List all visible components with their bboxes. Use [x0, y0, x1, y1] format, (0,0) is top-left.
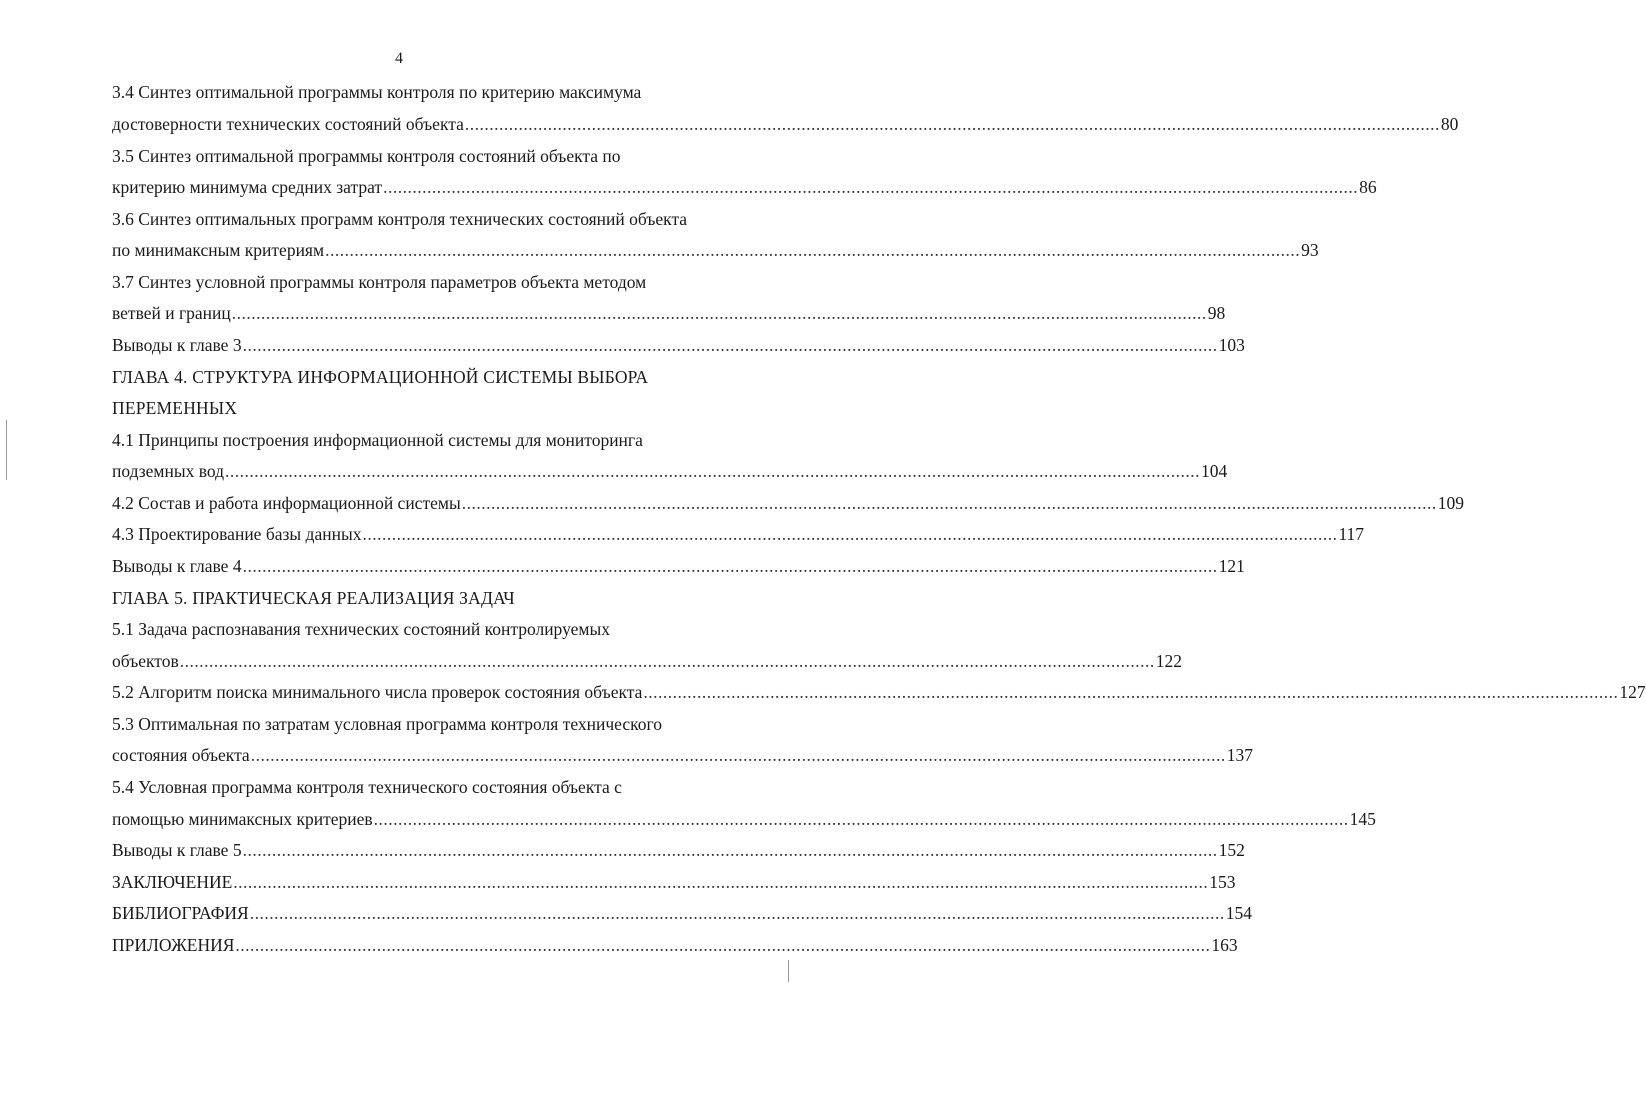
toc-page-number: 137: [1226, 745, 1253, 765]
toc-page-number: 80: [1440, 114, 1459, 134]
dot-leader: ........................................................................................................................................................................................................: [362, 524, 1338, 544]
toc-entry-text: Выводы к главе 3: [112, 335, 242, 355]
toc-entry-text: ПРИЛОЖЕНИЯ: [112, 935, 235, 955]
chapter-heading: [112, 587, 762, 609]
toc-page-number: 109: [1437, 493, 1464, 513]
toc-entry-text: подземных вод: [112, 461, 225, 481]
toc-line: [112, 271, 762, 293]
toc-entry-text: 5.2 Алгоритм поиска минимального числа проверок состояния объекта: [112, 682, 643, 702]
toc-line: [112, 429, 762, 451]
toc-line: [112, 744, 1253, 766]
toc-entry-text: 3.4 Синтез оптимальной программы контроля по критерию максимума: [112, 82, 642, 102]
scan-artifact: [6, 420, 7, 480]
toc-line: [112, 934, 1238, 956]
toc-entry-text: Выводы к главе 5: [112, 840, 242, 860]
toc-entry-text: 3.7 Синтез условной программы контроля параметров объекта методом: [112, 272, 647, 292]
toc-page-number: 103: [1218, 335, 1245, 355]
dot-leader: ........................................................................................................................................................................................................: [225, 461, 1201, 481]
toc-page-number: 154: [1225, 903, 1252, 923]
toc-entry-text: ПЕРЕМЕННЫХ: [112, 398, 238, 418]
chapter-heading: [112, 366, 762, 388]
toc-line: [112, 776, 762, 798]
toc-entry-text: 4.2 Состав и работа информационной системы: [112, 493, 461, 513]
dot-leader: ........................................................................................................................................................................................................: [249, 903, 1225, 923]
toc-entry-text: 5.1 Задача распознавания технических состояний контролируемых: [112, 619, 610, 639]
dot-leader: ........................................................................................................................................................................................................: [231, 303, 1207, 323]
toc-line: [112, 492, 1464, 514]
toc-entry-text: объектов: [112, 651, 179, 671]
toc-entry-text: по минимаксным критериям: [112, 240, 325, 260]
toc-page-number: 152: [1218, 840, 1245, 860]
toc-page-number: 153: [1209, 872, 1236, 892]
dot-leader: ........................................................................................................................................................................................................: [179, 651, 1155, 671]
toc-line: [112, 302, 1226, 324]
toc-line: [112, 650, 1182, 672]
dot-leader: ........................................................................................................................................................................................................: [233, 872, 1209, 892]
toc-page-number: 121: [1218, 556, 1245, 576]
toc-line: [112, 208, 762, 230]
dot-leader: ........................................................................................................................................................................................................: [461, 493, 1437, 513]
toc-line: [112, 145, 762, 167]
toc-entry-text: помощью минимаксных критериев: [112, 809, 373, 829]
toc-page-number: 86: [1359, 177, 1377, 197]
toc-entry-text: БИБЛИОГРАФИЯ: [112, 903, 249, 923]
toc-page-number: 93: [1301, 240, 1319, 260]
dot-leader: ........................................................................................................................................................................................................: [242, 556, 1218, 576]
toc-page-number: 122: [1155, 651, 1182, 671]
toc-entry-text: ветвей и границ: [112, 303, 231, 323]
dot-leader: ........................................................................................................................................................................................................: [242, 840, 1218, 860]
toc-line: [112, 239, 1319, 261]
toc-line: [112, 871, 1236, 893]
toc-entry-text: 5.3 Оптимальная по затратам условная программа контроля технического: [112, 714, 662, 734]
toc-page-number: 104: [1201, 461, 1228, 481]
dot-leader: ........................................................................................................................................................................................................: [383, 177, 1359, 197]
toc-line: [112, 808, 1376, 830]
toc-line: [112, 176, 1377, 198]
toc-line: [112, 523, 1365, 545]
dot-leader: ........................................................................................................................................................................................................: [373, 809, 1349, 829]
dot-leader: ........................................................................................................................................................................................................: [643, 682, 1619, 702]
toc-entry-text: состояния объекта: [112, 745, 250, 765]
toc-line: [112, 713, 762, 735]
toc-page-number: 98: [1207, 303, 1226, 323]
dot-leader: ........................................................................................................................................................................................................: [464, 114, 1440, 134]
toc-page-number: 163: [1211, 935, 1238, 955]
chapter-heading: [112, 397, 762, 419]
scan-artifact: [788, 960, 789, 982]
toc-entry-text: достоверности технических состояний объекта: [112, 114, 464, 134]
toc-page-number: 117: [1338, 524, 1365, 544]
toc-line: [112, 902, 1252, 924]
dot-leader: ........................................................................................................................................................................................................: [242, 335, 1218, 355]
toc-line: [112, 113, 1459, 135]
toc-line: [112, 81, 762, 103]
toc-page-number: 145: [1349, 809, 1376, 829]
page-number: 4: [395, 50, 403, 67]
toc-entry-text: ЗАКЛЮЧЕНИЕ: [112, 872, 233, 892]
dot-leader: ........................................................................................................................................................................................................: [235, 935, 1211, 955]
toc-line: [112, 555, 1245, 577]
toc-line: [112, 681, 1646, 703]
toc-line: [112, 334, 1245, 356]
toc-entry-text: 3.6 Синтез оптимальных программ контроля технических состояний объекта: [112, 209, 688, 229]
toc-entry-text: Выводы к главе 4: [112, 556, 242, 576]
toc-entry-text: ГЛАВА 5. ПРАКТИЧЕСКАЯ РЕАЛИЗАЦИЯ ЗАДАЧ: [112, 588, 515, 608]
toc-entry-text: критерию минимума средних затрат: [112, 177, 383, 197]
toc-entry-text: 4.3 Проектирование базы данных: [112, 524, 362, 544]
toc-line: [112, 460, 1228, 482]
toc-entry-text: 3.5 Синтез оптимальной программы контроля состояний объекта по: [112, 146, 621, 166]
toc-entry-text: 4.1 Принципы построения информационной системы для мониторинга: [112, 430, 643, 450]
toc-line: [112, 839, 1245, 861]
dot-leader: ........................................................................................................................................................................................................: [325, 240, 1301, 260]
toc-page-number: 127: [1619, 682, 1646, 702]
dot-leader: ........................................................................................................................................................................................................: [250, 745, 1226, 765]
toc-entry-text: ГЛАВА 4. СТРУКТУРА ИНФОРМАЦИОННОЙ СИСТЕМЫ ВЫБОРА: [112, 367, 649, 387]
toc-entry-text: 5.4 Условная программа контроля технического состояния объекта с: [112, 777, 622, 797]
toc-line: [112, 618, 762, 640]
